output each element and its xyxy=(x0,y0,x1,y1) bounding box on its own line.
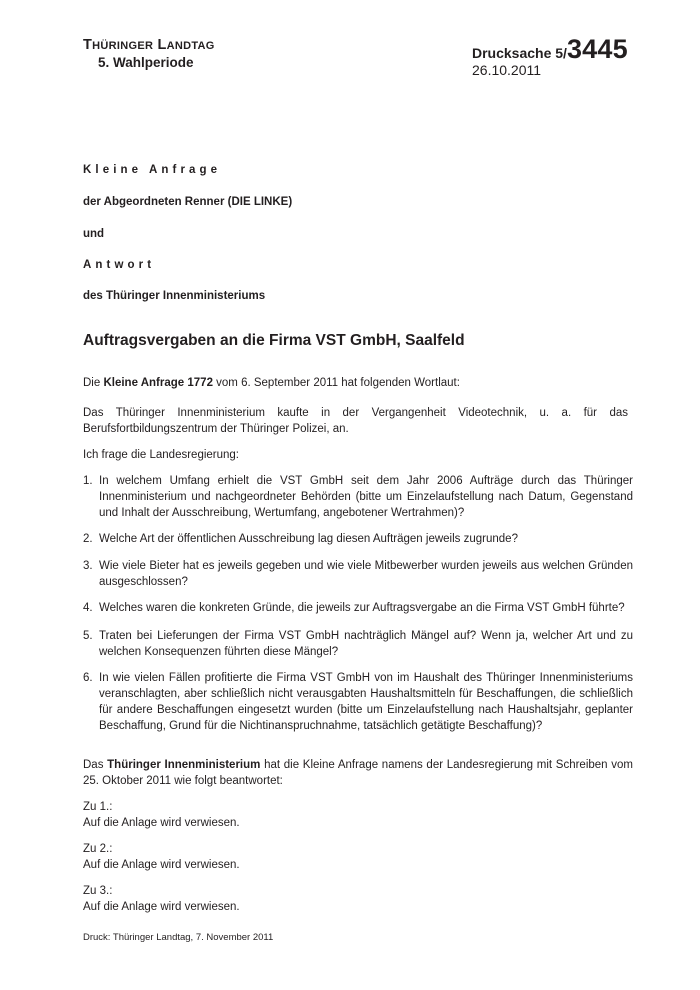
question-text: In wie vielen Fällen profitierte die Firma VST GmbH von im Haushalt des Thüringer Innenministeriums veranschlagten, aber schließlich nicht verausgabten Haushaltsmitteln für Beschaffungen, die schließlich für andere Beschaffungen eingesetzt wurden (bitte um Einzelaufstellung nach Haushaltsjahr, geplanter Beschaffung, Grund für die Nichtinanspruchnahme, tatsächlich getätigte Beschaffung)? xyxy=(99,672,633,732)
question-item xyxy=(83,670,633,734)
print-footer: Druck: Thüringer Landtag, 7. November 2011 xyxy=(83,932,274,943)
answer-label: Zu 1.: xyxy=(83,801,113,813)
question-number: 3. xyxy=(83,560,93,572)
question-text: Traten bei Lieferungen der Firma VST GmbH nachträglich Mängel auf? Wenn ja, welcher Art und zu welchen Konsequenzen führten diese Mängel? xyxy=(99,630,633,658)
question-item xyxy=(83,531,633,547)
answer-intro-prefix: Das xyxy=(83,759,108,771)
question-number: 5. xyxy=(83,630,93,642)
asker-line: der Abgeordneten Renner (DIE LINKE) xyxy=(83,196,293,208)
drucksache-label: Drucksache 5/ xyxy=(472,45,567,61)
question-number: 4. xyxy=(83,602,93,614)
doc-type-answer: Antwort xyxy=(83,259,156,271)
intro-prefix: Die xyxy=(83,377,104,389)
intro-paragraph xyxy=(83,375,633,391)
background-paragraph: Das Thüringer Innenministerium kaufte in der Vergangenheit Videotechnik, u. a. für das Berufsfortbildungszentrum der Thüringer Polizei, an. xyxy=(83,407,628,435)
election-period: 5. Wahlperiode xyxy=(98,55,194,70)
answer-intro-suffix: hat die Kleine Anfrage namens der Landesregierung mit Schreiben vom 25. Oktober 2011 wie folgt beantwortet: xyxy=(83,759,633,787)
question-text: In welchem Umfang erhielt die VST GmbH seit dem Jahr 2006 Aufträge durch das Thüringer Innenministerium und nachgeordneter Behörden (bitte um Einzelaufstellung nach Datum, Gegenstand und Inhalt der Ausschreibung, Wertumfang, angebotener Wertrahmen)? xyxy=(99,475,633,519)
doc-type-inquiry: Kleine Anfrage xyxy=(83,164,222,176)
question-text: Wie viele Bieter hat es jeweils gegeben und wie viele Mitbewerber wurden jeweils aus welchen Gründen ausgeschlossen? xyxy=(99,560,633,588)
answer-intro xyxy=(83,757,633,789)
document-date: 26.10.2011 xyxy=(472,62,542,78)
parliament-header xyxy=(83,36,215,70)
and-line: und xyxy=(83,228,105,240)
drucksache-reference xyxy=(472,34,628,65)
parliament-title: THÜRINGER LANDTAG xyxy=(83,37,215,53)
question-lead: Ich frage die Landesregierung: xyxy=(83,449,239,461)
question-text: Welche Art der öffentlichen Ausschreibung lag diesen Aufträgen jeweils zugrunde? xyxy=(99,533,518,545)
intro-bold: Kleine Anfrage 1772 xyxy=(103,377,213,389)
answer-item xyxy=(83,799,633,831)
intro-suffix: vom 6. September 2011 hat folgenden Wortlaut: xyxy=(212,377,460,389)
question-number: 1. xyxy=(83,475,93,487)
drucksache-number: 3445 xyxy=(566,34,628,64)
ministry-line: des Thüringer Innenministeriums xyxy=(83,290,266,302)
question-number: 6. xyxy=(83,672,93,684)
answer-intro-bold: Thüringer Innenministerium xyxy=(107,759,261,771)
question-text: Welches waren die konkreten Gründe, die jeweils zur Auftragsvergabe an die Firma VST GmbH führte? xyxy=(99,602,625,614)
answer-label: Zu 3.: xyxy=(83,885,113,897)
question-item xyxy=(83,558,633,590)
answer-item xyxy=(83,883,633,915)
answer-text: Auf die Anlage wird verwiesen. xyxy=(83,901,240,913)
question-item xyxy=(83,600,633,616)
answer-text: Auf die Anlage wird verwiesen. xyxy=(83,817,240,829)
drucksache-block xyxy=(472,34,628,78)
subject-heading: Auftragsvergaben an die Firma VST GmbH, Saalfeld xyxy=(83,332,465,349)
question-item xyxy=(83,628,633,660)
answer-text: Auf die Anlage wird verwiesen. xyxy=(83,859,240,871)
question-number: 2. xyxy=(83,533,93,545)
answer-item xyxy=(83,841,633,873)
answer-label: Zu 2.: xyxy=(83,843,113,855)
question-item xyxy=(83,473,633,521)
